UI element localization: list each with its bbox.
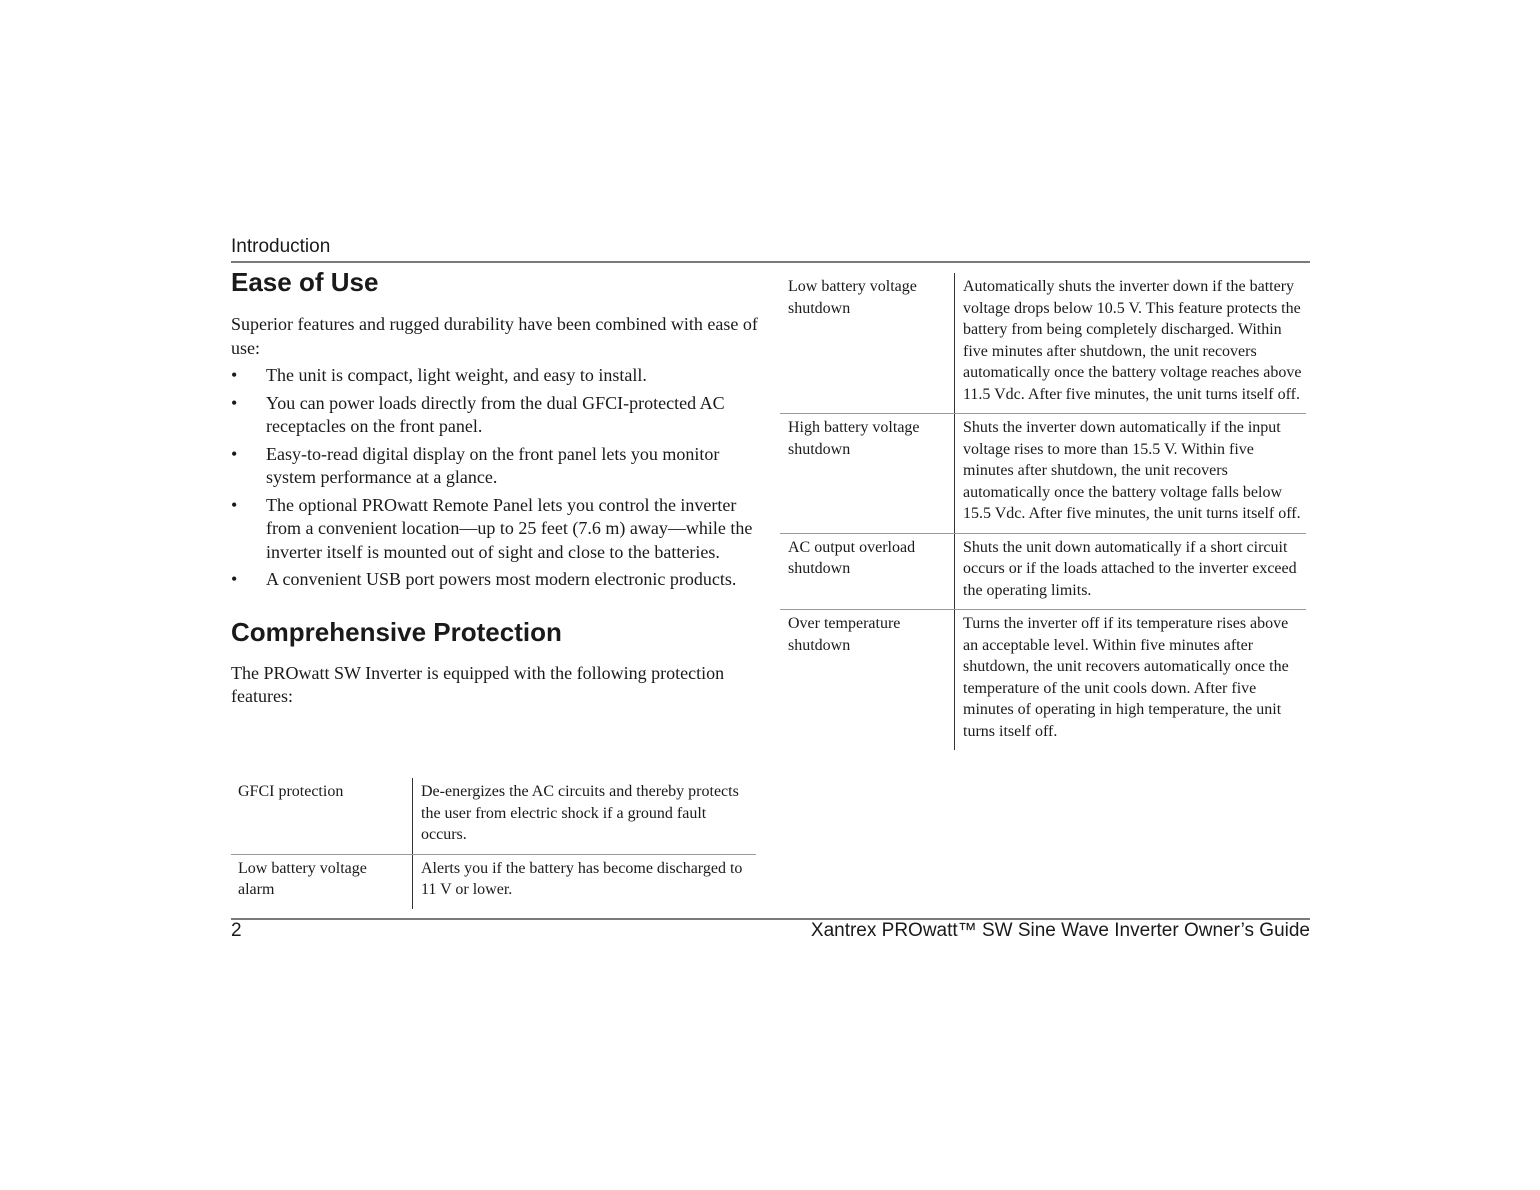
list-item xyxy=(231,364,759,388)
ease-of-use-intro: Superior features and rugged durability have been combined with ease of use: xyxy=(231,314,758,358)
bullet-icon: • xyxy=(231,569,238,589)
list-item xyxy=(231,568,759,592)
bullet-icon: • xyxy=(231,365,238,385)
list-item-text: The optional PROwatt Remote Panel lets you control the inverter from a convenient location—up to 25 feet (7.6 m) away—while the inverter itself is mounted out of sight and close to the batteries. xyxy=(266,494,753,562)
list-item xyxy=(231,494,759,565)
table-row xyxy=(231,778,756,854)
list-item-text: Easy-to-read digital display on the front panel lets you monitor system performance at a glance. xyxy=(266,443,720,487)
feature-description: Shuts the inverter down automatically if the input voltage rises to more than 15.5 V. Within five minutes after shutdown, the unit recovers automatically once the battery voltage falls below 15.5 Vdc. After five minutes, the unit turns itself off. xyxy=(955,414,1307,534)
list-item xyxy=(231,392,759,439)
feature-description: De-energizes the AC circuits and thereby protects the user from electric shock if a ground fault occurs. xyxy=(413,778,757,854)
feature-description: Automatically shuts the inverter down if the battery voltage drops below 10.5 V. This feature protects the battery from being completely discharged. Within five minutes after shutdown, the unit recovers automatically once the battery voltage reaches above 11.5 Vdc. After five minutes, the unit turns itself off. xyxy=(955,273,1307,414)
header-rule xyxy=(231,261,1310,263)
list-item-text: The unit is compact, light weight, and easy to install. xyxy=(266,365,647,385)
feature-description: Shuts the unit down automatically if a short circuit occurs or if the loads attached to the inverter exceed the operating limits. xyxy=(955,533,1307,610)
table-row xyxy=(780,273,1306,414)
feature-term: High battery voltage shutdown xyxy=(780,414,955,534)
ease-of-use-list xyxy=(231,364,759,592)
list-item-text: A convenient USB port powers most modern electronic products. xyxy=(266,569,737,589)
left-column xyxy=(231,266,759,709)
feature-description: Turns the inverter off if its temperature rises above an acceptable level. Within five minutes after shutdown, the unit recovers automatically once the temperature of the unit cools down. After five minutes of operating in high temperature, the unit turns itself off. xyxy=(963,615,1289,740)
table-row xyxy=(780,533,1306,610)
page-number: 2 xyxy=(231,920,242,941)
feature-description: Alerts you if the battery has become discharged to 11 V or lower. xyxy=(421,859,743,898)
feature-term: GFCI protection xyxy=(231,778,413,854)
list-item xyxy=(231,443,759,490)
protection-table-right xyxy=(780,273,1306,750)
table-row xyxy=(780,414,1306,534)
list-item-text: You can power loads directly from the dual GFCI-protected AC receptacles on the front panel. xyxy=(266,392,725,436)
table-row xyxy=(780,610,1306,751)
guide-title: Xantrex PROwatt™ SW Sine Wave Inverter Owner’s Guide xyxy=(810,920,1310,941)
protection-intro: The PROwatt SW Inverter is equipped with the following protection features: xyxy=(231,662,725,706)
feature-term: AC output overload shutdown xyxy=(780,533,955,610)
running-header: Introduction xyxy=(231,236,331,257)
feature-term: Low battery voltage shutdown xyxy=(780,273,955,414)
bullet-icon: • xyxy=(231,392,238,413)
feature-term: Low battery voltage alarm xyxy=(231,854,413,909)
protection-heading: Comprehensive Protection xyxy=(231,616,562,647)
bullet-icon: • xyxy=(231,443,238,464)
bullet-icon: • xyxy=(231,494,238,515)
table-row xyxy=(231,854,756,909)
ease-of-use-heading: Ease of Use xyxy=(231,267,379,297)
protection-table-left xyxy=(231,778,756,909)
feature-term: Over temperature shutdown xyxy=(780,610,955,751)
